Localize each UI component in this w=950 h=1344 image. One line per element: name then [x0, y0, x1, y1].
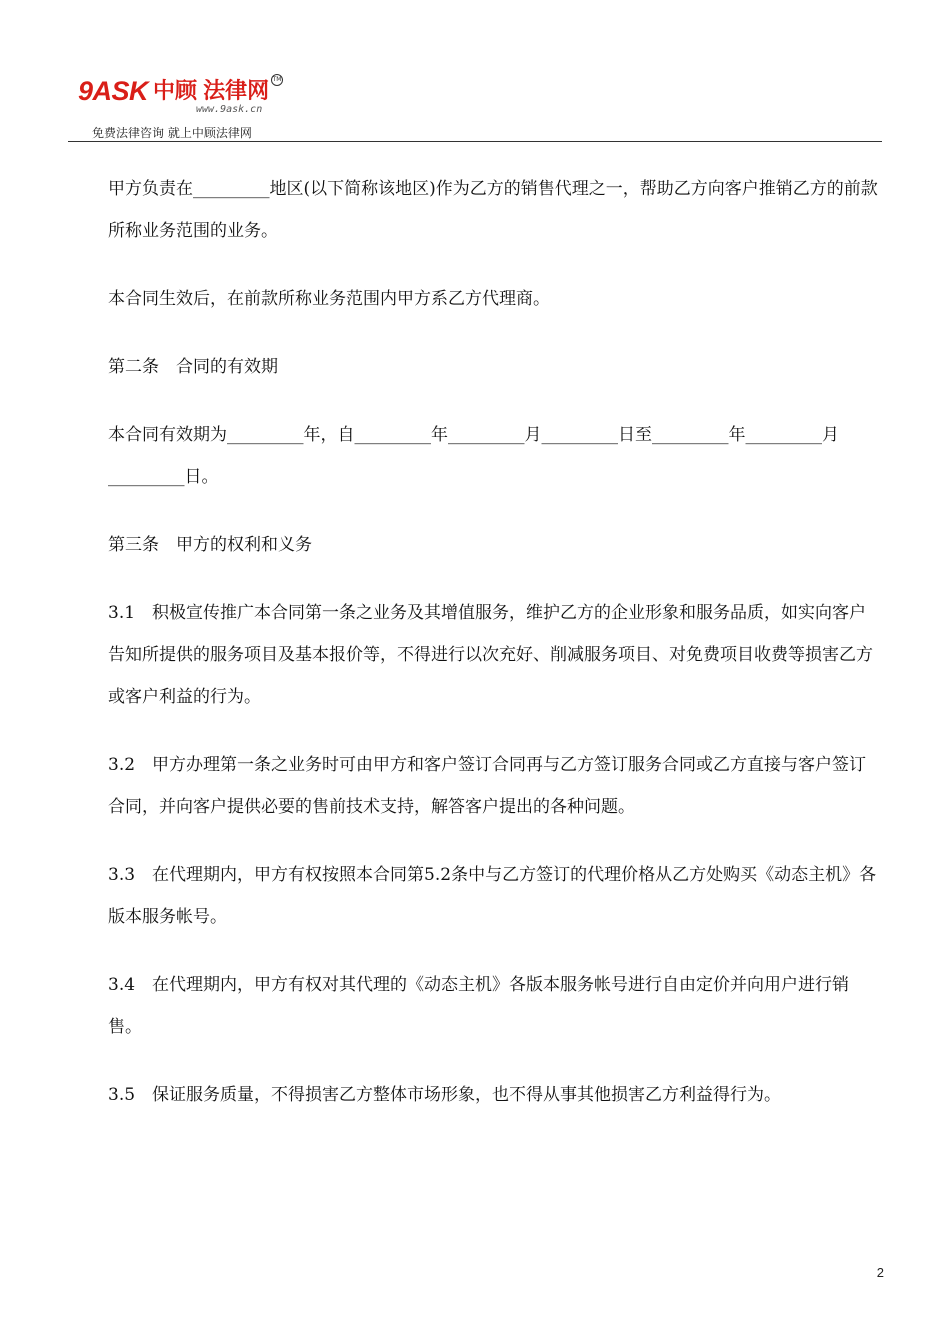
page-number: 2 — [876, 1265, 884, 1280]
clause-3-4: 3.4 在代理期内，甲方有权对其代理的《动态主机》各版本服务帐号进行自由定价并向用户进行销售。 — [108, 975, 850, 1037]
heading-article-2: 第二条 合同的有效期 — [108, 357, 278, 377]
paragraph-agent-status: 本合同生效后，在前款所称业务范围内甲方系乙方代理商。 — [108, 289, 550, 309]
document-body — [108, 168, 882, 1142]
trademark-icon: TM — [271, 74, 283, 86]
logo-chinese-name: 中顾 法律网 — [153, 78, 270, 103]
clause-3-5: 3.5 保证服务质量，不得损害乙方整体市场形象，也不得从事其他损害乙方利益得行为。 — [108, 1085, 782, 1105]
clause-3-2: 3.2 甲方办理第一条之业务时可由甲方和客户签订合同再与乙方签订服务合同或乙方直接与客户签订合同，并向客户提供必要的售前技术支持，解答客户提出的各种问题。 — [108, 755, 867, 817]
clause-3-3: 3.3 在代理期内，甲方有权按照本合同第5.2条中与乙方签订的代理价格从乙方处购买《动态主机》各版本服务帐号。 — [108, 865, 877, 927]
clause-3-1: 3.1 积极宣传推广本合同第一条之业务及其增值服务，维护乙方的企业形象和服务品质，如实向客户告知所提供的服务项目及基本报价等，不得进行以次充好、削减服务项目、对免费项目收费等损害乙方或客户利益的行为。 — [108, 603, 873, 707]
site-logo[interactable] — [78, 76, 282, 140]
document-header — [68, 70, 882, 142]
logo-website: www.9ask.cn — [196, 104, 263, 115]
logo-slogan: 免费法律咨询 就上中顾法律网 — [92, 126, 252, 140]
paragraph-validity-period: 本合同有效期为_________年，自_________年_________月_________日至_________年_________月_________日。 — [108, 425, 839, 487]
header-divider — [68, 141, 882, 142]
logo-brand-text: 9ASK — [78, 76, 149, 106]
paragraph-agent-region: 甲方负责在_________地区(以下简称该地区)作为乙方的销售代理之一，帮助乙方向客户推销乙方的前款所称业务范围的业务。 — [108, 179, 878, 241]
heading-article-3: 第三条 甲方的权利和义务 — [108, 535, 312, 555]
